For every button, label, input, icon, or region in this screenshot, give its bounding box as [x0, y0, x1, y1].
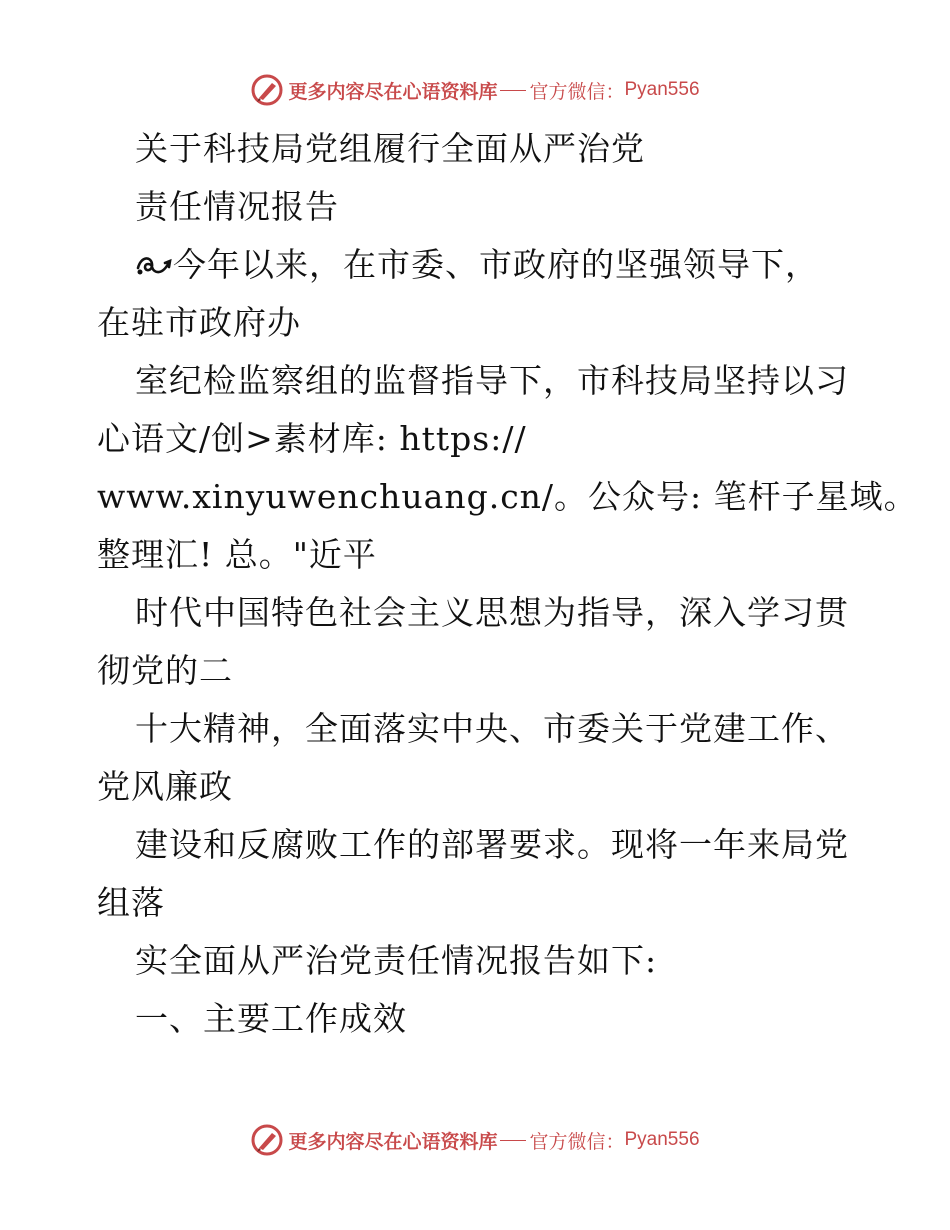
doc-line-5: 室纪检监察组的监督指导下，市科技局坚持以习 [135, 361, 849, 400]
doc-line-6: 心语文/创>素材库: https:// [97, 419, 527, 458]
flourish-ornament-icon [135, 250, 173, 280]
footer-banner-label: 官方微信： [529, 1130, 625, 1153]
header-watermark-banner [0, 70, 950, 110]
pen-logo-icon [250, 1123, 284, 1157]
footer-banner-dash [500, 1140, 526, 1141]
footer-banner-wechat-id: Pyan556 [624, 1129, 700, 1150]
doc-line-3 [97, 236, 867, 294]
banner-dash [500, 90, 526, 91]
doc-line-3-text: 今年以来，在市委、市政府的坚强领导下， [173, 245, 819, 284]
doc-line-1: 关于科技局党组履行全面从严治党 [135, 129, 645, 168]
doc-line-13: 建设和反腐败工作的部署要求。现将一年来局党 [135, 825, 849, 864]
doc-line-10: 彻党的二 [97, 651, 233, 690]
section-heading: 一、主要工作成效 [135, 999, 407, 1038]
banner-label: 官方微信： [529, 80, 625, 103]
banner-title: 更多内容尽在心语资料库 [288, 80, 498, 103]
doc-line-8: 整理汇! 总。"近平 [97, 535, 377, 574]
doc-line-9: 时代中国特色社会主义思想为指导，深入学习贯 [135, 593, 849, 632]
doc-line-2: 责任情况报告 [135, 187, 339, 226]
doc-line-15: 实全面从严治党责任情况报告如下: [135, 941, 658, 980]
doc-line-11: 十大精神，全面落实中央、市委关于党建工作、 [135, 709, 849, 748]
doc-line-14: 组落 [97, 883, 165, 922]
document-body [97, 120, 918, 1048]
doc-line-4: 在驻市政府办 [97, 303, 301, 342]
doc-line-7: www.xinyuwenchuang.cn/。公众号: 笔杆子星域。 [97, 477, 918, 516]
doc-line-12: 党风廉政 [97, 767, 233, 806]
footer-watermark-banner [0, 1120, 950, 1160]
banner-wechat-id: Pyan556 [624, 79, 700, 100]
pen-logo-icon [250, 73, 284, 107]
footer-banner-title: 更多内容尽在心语资料库 [288, 1130, 498, 1153]
